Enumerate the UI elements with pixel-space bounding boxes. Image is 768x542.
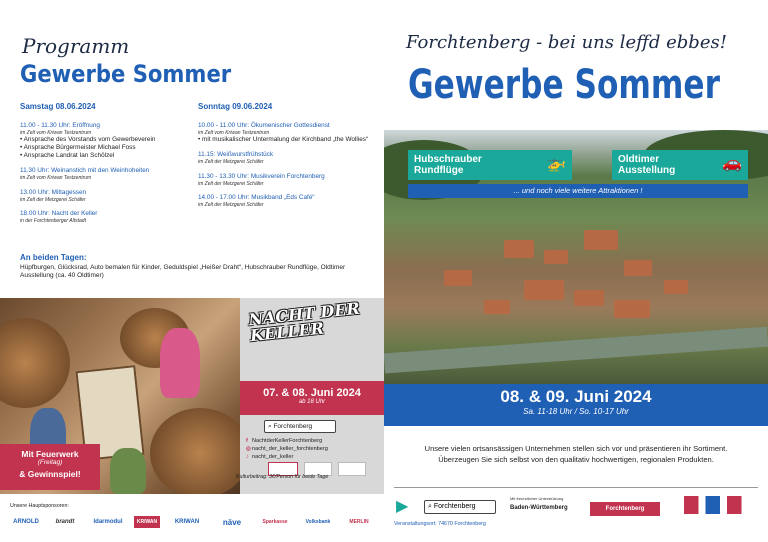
forchtenberg-logo: ⌕ Forchtenberg	[264, 420, 336, 433]
sponsor-logo: MERLIN	[349, 519, 369, 525]
schedule-item: 11.15: Weißwurstfrühstück im Zelt der Metzgerei Schäfer	[198, 151, 274, 166]
venue-text: Veranstaltungsort: 74670 Forchtenberg	[394, 521, 486, 527]
search-icon: ⌕	[268, 423, 272, 430]
program-title: Programm	[22, 34, 130, 58]
schedule-item: 18.00 Uhr: Nacht der Keller in der Forchtenberger Altstadt	[20, 209, 98, 224]
sponsor-logo: KRIWAN	[134, 516, 160, 528]
instagram-icon: ◎	[246, 446, 251, 453]
sponsor-logo: ARNOLD	[13, 519, 39, 525]
sponsor-logo: näve	[222, 517, 242, 527]
fireworks-badge: Mit Feuerwerk (Freitag) & Gewinnspiel!	[0, 444, 100, 490]
both-days-heading: An beiden Tagen:	[20, 253, 87, 262]
city-crest-logo: Forchtenberg	[590, 502, 660, 516]
municipal-crests	[684, 496, 756, 514]
poster-panel	[384, 0, 768, 542]
nacht-der-keller-logo: NACHT DER KELLER	[247, 298, 361, 346]
event-title-right: Gewerbe Sommer	[408, 62, 720, 108]
sunday-column	[198, 102, 373, 215]
schedule-item: 11.30 - 13.30 Uhr: Musikverein Forchtenberg im Zelt der Metzgerei Schäfer	[198, 172, 325, 187]
sponsor-logo: Sparkasse	[262, 519, 288, 525]
sponsor-logo: KRIWAN	[174, 519, 200, 525]
schedule-item: 11.30 Uhr: Weinanstich mit den Weinhoheiten im Zelt vom Kriwan Testzentrum	[20, 167, 150, 182]
schedule-item: 13.00 Uhr: Mittagessen im Zelt der Metzgerei Schäfer	[20, 188, 87, 203]
schedule-item: 11.00 - 11.30 Uhr: Eröffnung im Zelt vom Kriwan Testzentrum • Ansprache des Vorstands vom Gewerbeverein • Ansprache Bürgermeister Michael Foss • Ansprache Landrat Ian Schölzel	[20, 122, 195, 160]
sponsor-logo: Volksbank	[305, 519, 331, 525]
social-links: f NachtderKellerForchtenberg ◎nacht_der_keller_forchtenberg ♪ nacht_der_keller	[246, 438, 328, 461]
oldtimer-badge: Oldtimer Ausstellung 🚗	[612, 150, 748, 180]
night-date-box: 07. & 08. Juni 2024 ab 18 Uhr	[240, 381, 384, 415]
bw-support-logo: Mit freundlicher Unterstützung Baden-Württemberg	[510, 496, 580, 520]
helicopter-icon: 🚁	[546, 155, 566, 172]
helicopter-flights-badge: Hubschrauber Rundflüge 🚁	[408, 150, 572, 180]
both-days-text: Hüpfburgen, Glücksrad, Auto bemalen für Kinder, Geduldspiel „Heißer Draht“, Hubschrauber Rundflüge, Oldtimer Ausstellung (ca. 40 Oldtimer)	[20, 264, 346, 280]
play-store-icon: ▶	[396, 496, 420, 520]
schedule-item: 10.00 - 11.00 Uhr: Ökumenischer Gottesdienst im Zelt vom Kriwan Testzentrum • mit musikalischer Untermalung der Kirchband „the Wollies“	[198, 122, 373, 144]
facebook-icon: f	[246, 438, 248, 444]
more-attractions-banner: ... und noch viele weitere Attraktionen !	[408, 184, 748, 198]
slogan: Forchtenberg - bei uns leffd ebbes!	[406, 32, 727, 53]
entry-fee: Kulturbeitrag: 3€/Person für beide Tage	[236, 474, 329, 480]
tiktok-icon: ♪	[246, 454, 249, 461]
sponsor-logo: Idarmodul	[93, 519, 123, 525]
search-icon: ⌕	[428, 503, 432, 510]
car-icon: 🚗	[722, 155, 742, 172]
schedule-item: 14.00 - 17.00 Uhr: Musikband „Eds Café“ im Zelt der Metzgerei Schäfer	[198, 193, 315, 208]
date-banner: 08. & 09. Juni 2024 Sa. 11-18 Uhr / So. 10-17 Uhr	[384, 384, 768, 426]
divider	[394, 487, 758, 488]
saturday-column	[20, 102, 195, 231]
event-title-left: Gewerbe Sommer	[20, 60, 232, 88]
sunday-heading: Sonntag 09.06.2024	[198, 102, 273, 111]
sponsors-label: Unsere Hauptsponsoren:	[10, 503, 69, 509]
saturday-heading: Samstag 08.06.2024	[20, 102, 96, 111]
forchtenberg-logo: ⌕ Forchtenberg	[424, 500, 496, 514]
intro-text: Unsere vielen ortsansässigen Unternehmen stellen sich vor und präsentieren ihr Sortiment. Überzeugen Sie sich selbst von den qualitativ hochwertigen, regionalen Produkten.	[424, 444, 728, 464]
sponsor-logo: brandt	[55, 519, 75, 525]
